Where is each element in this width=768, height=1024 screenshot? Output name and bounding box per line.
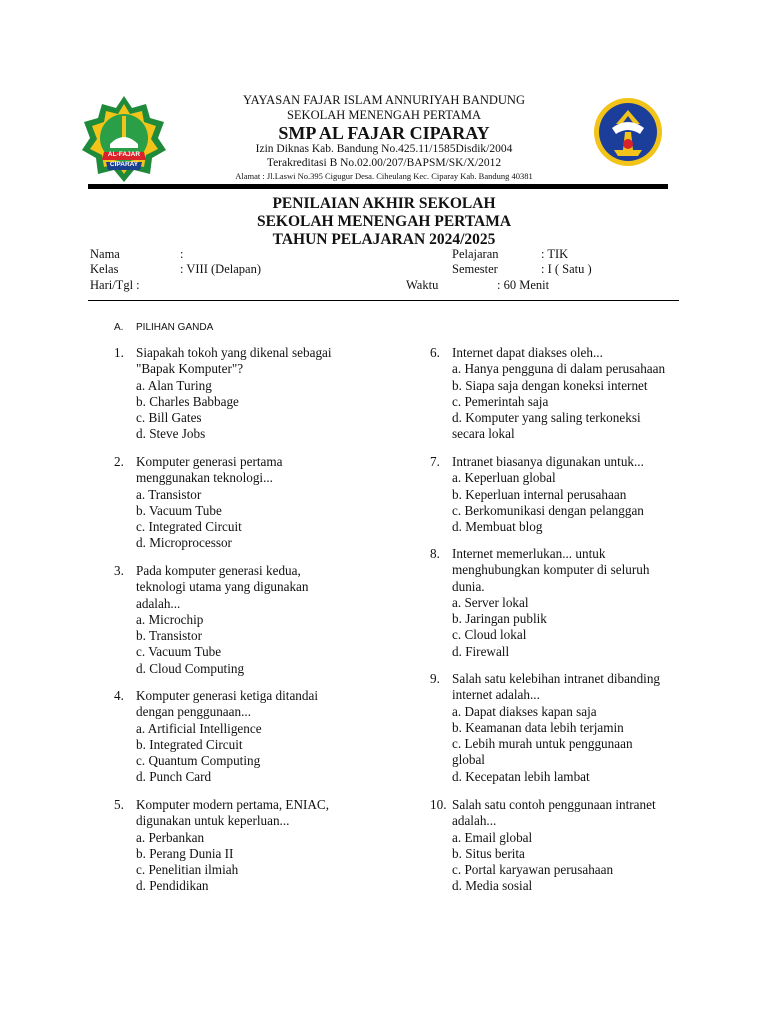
question-text: adalah... bbox=[452, 813, 497, 829]
semester-value: : I ( Satu ) bbox=[541, 262, 592, 276]
question-body bbox=[136, 454, 282, 552]
question-body bbox=[452, 797, 656, 895]
time-value: : 60 Menit bbox=[497, 278, 550, 292]
question-number: 10. bbox=[430, 797, 447, 812]
question-body bbox=[452, 454, 644, 535]
question-text: internet adalah... bbox=[452, 687, 540, 703]
answer-option: a. Email global bbox=[452, 829, 533, 845]
answer-option: c. Penelitian ilmiah bbox=[136, 862, 239, 878]
answer-option: d. Kecepatan lebih lambat bbox=[452, 768, 590, 784]
semester-label: Semester bbox=[452, 262, 498, 276]
question-number: 9. bbox=[430, 671, 440, 686]
question-text: menghubungkan komputer di seluruh bbox=[452, 562, 650, 578]
section-title: PILIHAN GANDA bbox=[136, 322, 214, 333]
answer-option: b. Jaringan publik bbox=[452, 611, 547, 627]
answer-option: d. Media sosial bbox=[452, 878, 533, 894]
question-number: 6. bbox=[430, 345, 440, 360]
answer-option: a. Keperluan global bbox=[452, 470, 556, 486]
question-text: adalah... bbox=[136, 595, 181, 611]
answer-option: b. Keamanan data lebih terjamin bbox=[452, 719, 624, 735]
question-text: Pada komputer generasi kedua, bbox=[136, 563, 301, 578]
question-number: 2. bbox=[114, 454, 124, 469]
answer-option: b. Integrated Circuit bbox=[136, 736, 243, 752]
question-text: Siapakah tokoh yang dikenal sebagai bbox=[136, 345, 332, 360]
question-number: 8. bbox=[430, 546, 440, 561]
answer-option: d. Pendidikan bbox=[136, 878, 209, 894]
logo-text-al-fajar: AL-FAJAR bbox=[107, 151, 141, 158]
accreditation: Terakreditasi B No.02.00/207/BAPSM/SK/X/2012 bbox=[266, 157, 502, 169]
answer-option: b. Charles Babbage bbox=[136, 393, 239, 409]
answer-option: d. Membuat blog bbox=[452, 519, 543, 535]
question-body bbox=[136, 563, 309, 677]
school-name: SMP AL FAJAR CIPARAY bbox=[278, 123, 490, 143]
question-text: dunia. bbox=[452, 578, 485, 594]
answer-option: d. Punch Card bbox=[136, 769, 212, 785]
question-body bbox=[136, 345, 332, 443]
question-text: "Bapak Komputer"? bbox=[136, 361, 244, 377]
logo-text-ciparay: CIPARAY bbox=[109, 161, 139, 168]
answer-option: b. Vacuum Tube bbox=[136, 502, 222, 518]
answer-option: c. Lebih murah untuk penggunaan bbox=[452, 736, 633, 752]
question-text: menggunakan teknologi... bbox=[136, 470, 273, 486]
question-body bbox=[452, 671, 660, 785]
question-body bbox=[136, 797, 329, 895]
question-text: Komputer generasi pertama bbox=[136, 454, 283, 469]
question-body bbox=[452, 546, 649, 660]
question-text: Salah satu contoh penggunaan intranet bbox=[452, 797, 656, 812]
header-divider bbox=[88, 184, 668, 189]
question-body bbox=[136, 688, 318, 786]
name-label: Nama bbox=[90, 247, 120, 261]
answer-option: b. Keperluan internal perusahaan bbox=[452, 486, 627, 502]
answer-option: a. Dapat diakses kapan saja bbox=[452, 703, 597, 719]
answer-option: d. Microprocessor bbox=[136, 535, 232, 551]
answer-option: a. Artificial Intelligence bbox=[136, 720, 262, 736]
section-heading bbox=[114, 322, 213, 333]
answer-option: b. Situs berita bbox=[452, 845, 525, 861]
answer-option: a. Microchip bbox=[136, 611, 204, 627]
exam-title-1: PENILAIAN AKHIR SEKOLAH bbox=[272, 195, 496, 212]
answer-option: d. Firewall bbox=[452, 643, 510, 659]
info-divider bbox=[88, 300, 679, 301]
question-text: Komputer generasi ketiga ditandai bbox=[136, 688, 318, 703]
answer-option: c. Portal karyawan perusahaan bbox=[452, 862, 614, 878]
school-type: SEKOLAH MENENGAH PERTAMA bbox=[286, 108, 482, 122]
answer-option: d. Komputer yang saling terkoneksi bbox=[452, 410, 641, 426]
question-text: Salah satu kelebihan intranet dibanding bbox=[452, 671, 661, 686]
question-text: dengan penggunaan... bbox=[136, 704, 251, 720]
question-text: Intranet biasanya digunakan untuk... bbox=[452, 454, 644, 469]
subject-label: Pelajaran bbox=[452, 247, 499, 261]
question-body bbox=[452, 345, 665, 443]
answer-option: a. Perbankan bbox=[136, 829, 205, 845]
name-value: : bbox=[180, 247, 184, 261]
answer-option: c. Pemerintah saja bbox=[452, 393, 549, 409]
answer-option: c. Berkomunikasi dengan pelanggan bbox=[452, 502, 644, 518]
answer-option: a. Alan Turing bbox=[136, 377, 212, 393]
question-text: digunakan untuk keperluan... bbox=[136, 813, 290, 829]
question-number: 3. bbox=[114, 563, 124, 578]
answer-option: c. Bill Gates bbox=[136, 410, 202, 426]
class-value: : VIII (Delapan) bbox=[180, 262, 261, 276]
school-address: Alamat : Jl.Laswi No.395 Cigugur Desa. Ciheulang Kec. Ciparay Kab. Bandung 40381 bbox=[235, 171, 533, 181]
exam-title-2: SEKOLAH MENENGAH PERTAMA bbox=[256, 213, 512, 230]
answer-option: global bbox=[452, 752, 485, 768]
answer-option: c. Cloud lokal bbox=[452, 627, 527, 643]
answer-option: secara lokal bbox=[452, 426, 515, 442]
question-number: 7. bbox=[430, 454, 440, 469]
answer-option: d. Cloud Computing bbox=[136, 660, 245, 676]
foundation-name: YAYASAN FAJAR ISLAM ANNURIYAH BANDUNG bbox=[243, 93, 525, 107]
class-label: Kelas bbox=[90, 262, 119, 276]
answer-option: d. Steve Jobs bbox=[136, 426, 206, 442]
question-number: 1. bbox=[114, 345, 124, 360]
question-text: Internet dapat diakses oleh... bbox=[452, 345, 603, 360]
answer-option: b. Perang Dunia II bbox=[136, 845, 234, 861]
answer-option: c. Integrated Circuit bbox=[136, 519, 242, 535]
answer-option: a. Hanya pengguna di dalam perusahaan bbox=[452, 361, 666, 377]
answer-option: b. Transistor bbox=[136, 628, 202, 644]
question-text: Komputer modern pertama, ENIAC, bbox=[136, 797, 329, 812]
section-letter: A. bbox=[114, 322, 124, 333]
answer-option: a. Transistor bbox=[136, 486, 202, 502]
answer-option: b. Siapa saja dengan koneksi internet bbox=[452, 377, 648, 393]
answer-option: c. Quantum Computing bbox=[136, 753, 261, 769]
exam-title-3: TAHUN PELAJARAN 2024/2025 bbox=[272, 231, 496, 248]
question-text: Internet memerlukan... untuk bbox=[452, 546, 606, 561]
question-number: 5. bbox=[114, 797, 124, 812]
question-number: 4. bbox=[114, 688, 124, 703]
answer-option: a. Server lokal bbox=[452, 594, 529, 610]
permit-number: Izin Diknas Kab. Bandung No.425.11/1585Disdik/2004 bbox=[255, 143, 513, 155]
answer-option: c. Vacuum Tube bbox=[136, 644, 222, 660]
subject-value: : TIK bbox=[541, 247, 569, 261]
time-label: Waktu bbox=[406, 278, 439, 292]
date-label: Hari/Tgl : bbox=[90, 278, 140, 292]
question-text: teknologi utama yang digunakan bbox=[136, 579, 309, 595]
